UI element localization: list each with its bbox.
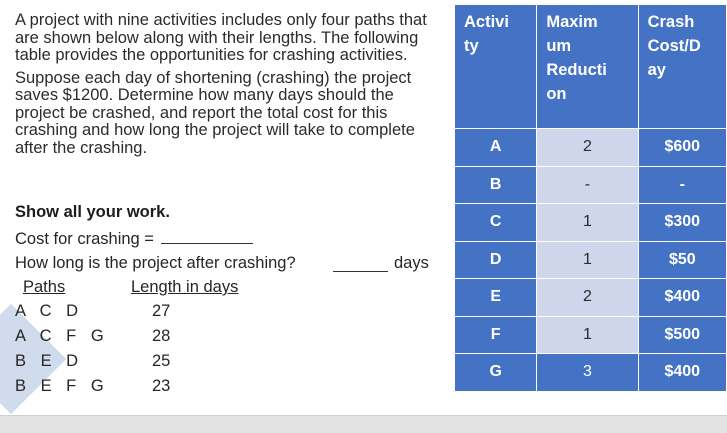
show-work-instruction: Show all your work. — [15, 203, 170, 221]
max-reduction-cell: 2 — [537, 129, 638, 167]
crash-cost-cell: $400 — [638, 279, 726, 317]
problem-paragraph-1: A project with nine activities includes only four paths that are shown below along with their lengths. The following table provides the opportunities for crashing activities. — [15, 11, 427, 64]
duration-answer-blank — [333, 271, 388, 272]
max-reduction-cell: 1 — [537, 316, 638, 354]
activity-cell: B — [455, 166, 537, 204]
table-row — [455, 279, 727, 317]
table-row — [455, 316, 727, 354]
problem-statement — [15, 12, 445, 157]
max-reduction-cell: - — [537, 166, 638, 204]
days-label: days — [394, 254, 429, 272]
table-row — [455, 204, 727, 242]
bottom-status-bar — [0, 415, 727, 433]
crash-cost-cell: $600 — [638, 129, 726, 167]
max-reduction-cell: 2 — [537, 279, 638, 317]
duration-question: How long is the project after crashing? — [15, 254, 296, 272]
path-name: B E D — [15, 352, 84, 370]
table-row — [455, 241, 727, 279]
table-row — [455, 129, 727, 167]
path-length: 25 — [152, 352, 171, 370]
header-crash-cost-per-day: Crash Cost/D ay — [638, 5, 726, 129]
crash-cost-cell: $400 — [638, 354, 726, 392]
crash-cost-cell: $50 — [638, 241, 726, 279]
activity-cell: E — [455, 279, 537, 317]
header-activity: Activi ty — [455, 5, 537, 129]
max-reduction-cell: 1 — [537, 241, 638, 279]
crash-cost-cell: $300 — [638, 204, 726, 242]
path-name: A C F G — [15, 327, 109, 345]
activity-cell: D — [455, 241, 537, 279]
activity-cell: F — [455, 316, 537, 354]
header-maximum-reduction: Maxim um Reducti on — [537, 5, 638, 129]
paths-header: Paths — [23, 278, 66, 296]
max-reduction-cell: 1 — [537, 204, 638, 242]
crash-opportunities-table — [454, 4, 727, 392]
table-row — [455, 354, 727, 392]
path-length: 27 — [152, 302, 171, 320]
path-length: 23 — [152, 377, 171, 395]
crash-cost-cell: - — [638, 166, 726, 204]
crash-table-header-row — [455, 5, 727, 129]
problem-paragraph-2: Suppose each day of shortening (crashing) the project saves $1200. Determine how many days should the project be crashed, and report the total cost for this crashing and how long the project will take to complete after the crashing. — [15, 68, 415, 157]
crash-cost-cell: $500 — [638, 316, 726, 354]
length-header: Length in days — [131, 278, 239, 296]
activity-cell: G — [455, 354, 537, 392]
activity-cell: A — [455, 129, 537, 167]
max-reduction-cell: 3 — [537, 354, 638, 392]
activity-cell: C — [455, 204, 537, 242]
cost-answer-blank — [161, 229, 253, 244]
path-name: B E F G — [15, 377, 109, 395]
table-row — [455, 166, 727, 204]
path-name: A C D — [15, 302, 84, 320]
path-length: 28 — [152, 327, 171, 345]
cost-label: Cost for crashing = — [15, 230, 154, 248]
cost-question — [15, 229, 253, 249]
